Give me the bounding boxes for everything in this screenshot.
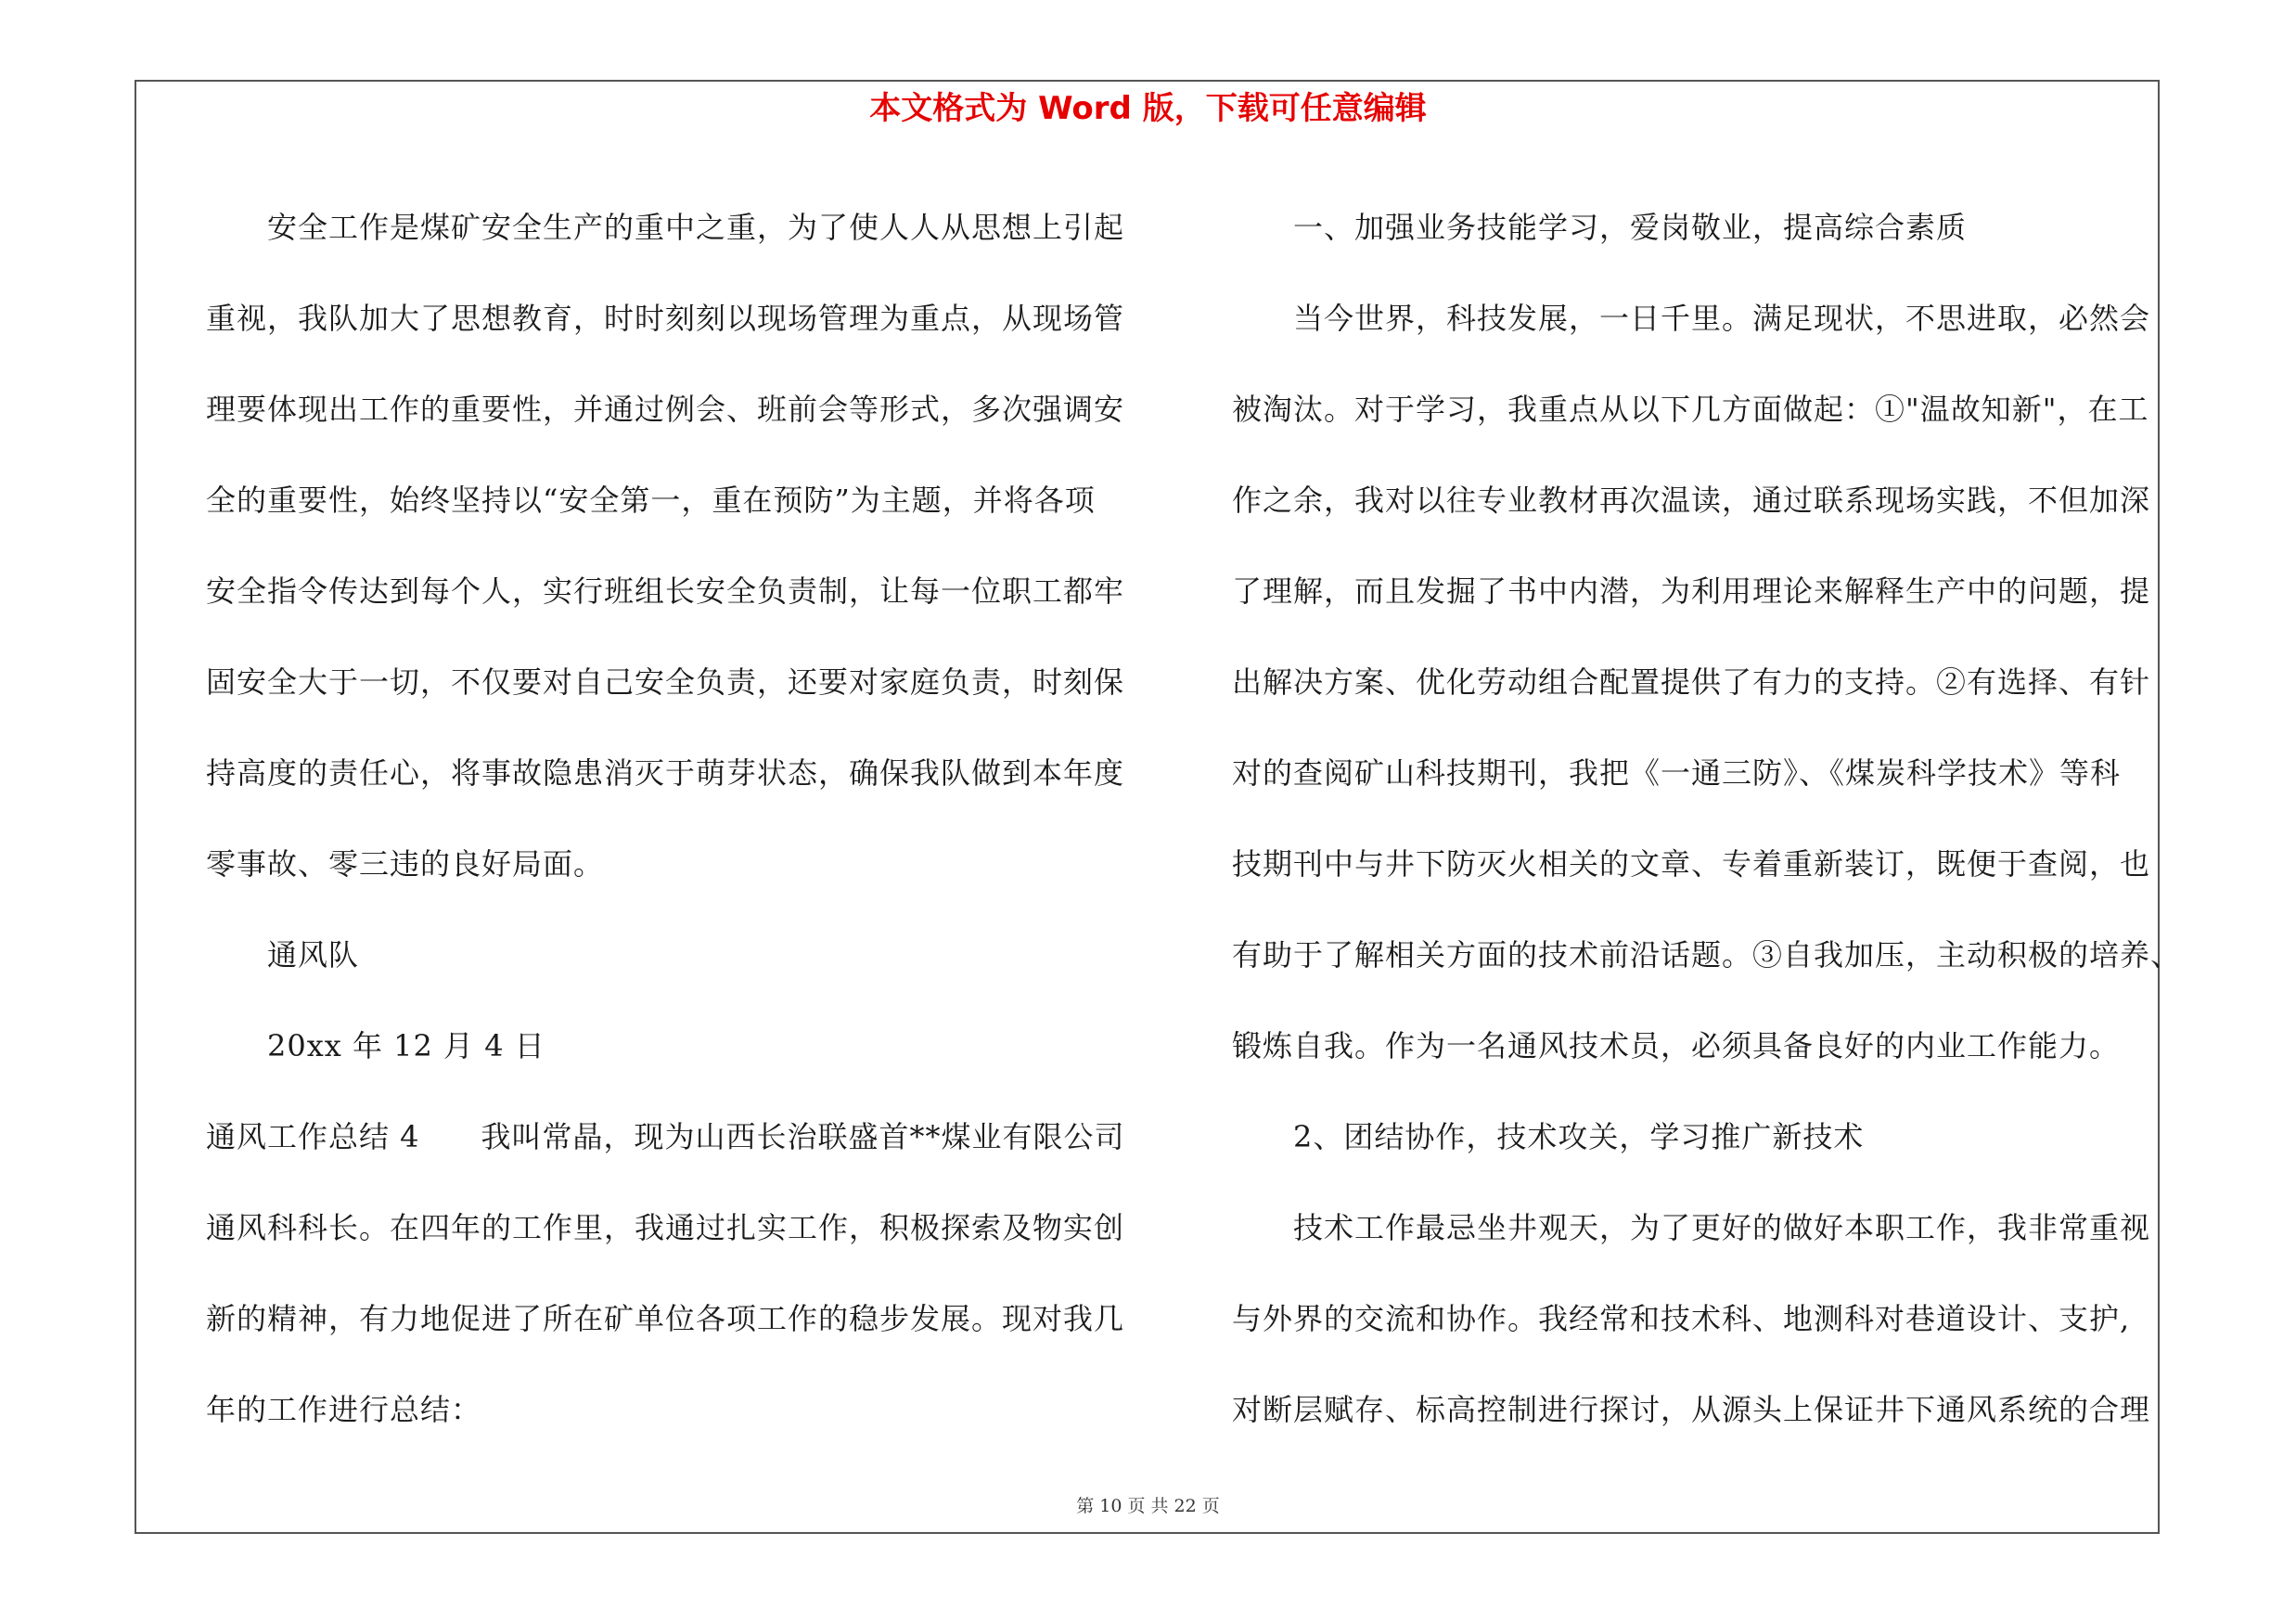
paragraph-line: 通风科科长。在四年的工作里，我通过扎实工作，积极探索及物实创 <box>206 1210 1125 1245</box>
paragraph-line: 锻炼自我。作为一名通风技术员，必须具备良好的内业工作能力。 <box>1232 1028 2121 1063</box>
team-signature: 通风队 <box>267 937 360 973</box>
paragraph-line: 理要体现出工作的重要性，并通过例会、班前会等形式，多次强调安 <box>206 392 1125 427</box>
paragraph-line: 重视，我队加大了思想教育，时时刻刻以现场管理为重点，从现场管 <box>206 301 1125 336</box>
paragraph-line: 作之余，我对以往专业教材再次温读，通过联系现场实践，不但加深 <box>1232 483 2151 518</box>
left-column <box>206 182 1134 1455</box>
page-number-footer: 第 10 页 共 22 页 <box>1076 1496 1220 1516</box>
signature-date: 20xx 年 12 月 4 日 <box>267 1028 545 1063</box>
paragraph-line: 零事故、零三违的良好局面。 <box>206 846 605 882</box>
paragraph-line: 安全工作是煤矿安全生产的重中之重，为了使人人从思想上引起 <box>267 210 1125 245</box>
section-title-line: 通风工作总结 4 我叫常晶，现为山西长治联盛首**煤业有限公司 <box>206 1119 1125 1154</box>
paragraph-line: 有助于了解相关方面的技术前沿话题。③自我加压，主动积极的培养、 <box>1232 937 2182 973</box>
paragraph-line: 年的工作进行总结： <box>206 1392 482 1427</box>
paragraph-line: 对的查阅矿山科技期刊，我把《一通三防》、《煤炭科学技术》等科 <box>1232 755 2122 791</box>
right-column <box>1232 182 2182 1455</box>
paragraph-line: 全的重要性，始终坚持以“安全第一，重在预防”为主题，并将各项 <box>206 483 1096 518</box>
paragraph-line: 与外界的交流和协作。我经常和技术科、地测科对巷道设计、支护, <box>1232 1301 2131 1336</box>
section-heading: 2、团结协作，技术攻关，学习推广新技术 <box>1293 1119 1865 1154</box>
paragraph-line: 固安全大于一切，不仅要对自己安全负责，还要对家庭负责，时刻保 <box>206 664 1125 700</box>
paragraph-line: 新的精神，有力地促进了所在矿单位各项工作的稳步发展。现对我几 <box>206 1301 1125 1336</box>
paragraph-line: 持高度的责任心，将事故隐患消灭于萌芽状态，确保我队做到本年度 <box>206 755 1125 791</box>
paragraph-line: 了理解，而且发掘了书中内潜，为利用理论来解释生产中的问题，提 <box>1232 573 2151 609</box>
paragraph-line: 当今世界，科技发展，一日千里。满足现状，不思进取，必然会 <box>1293 301 2151 336</box>
paragraph-line: 对断层赋存、标高控制进行探讨，从源头上保证井下通风系统的合理 <box>1232 1392 2151 1427</box>
header-banner: 本文格式为 Word 版，下载可任意编辑 <box>869 90 1427 127</box>
paragraph-line: 技术工作最忌坐井观天，为了更好的做好本职工作，我非常重视 <box>1293 1210 2151 1245</box>
paragraph-line: 技期刊中与井下防灭火相关的文章、专着重新装订，既便于查阅，也 <box>1232 846 2151 882</box>
paragraph-line: 安全指令传达到每个人，实行班组长安全负责制，让每一位职工都牢 <box>206 573 1125 609</box>
section-heading: 一、加强业务技能学习，爱岗敬业，提高综合素质 <box>1293 210 1968 245</box>
paragraph-line: 被淘汰。对于学习，我重点从以下几方面做起：①"温故知新"，在工 <box>1232 392 2149 427</box>
paragraph-line: 出解决方案、优化劳动组合配置提供了有力的支持。②有选择、有针 <box>1232 664 2151 700</box>
